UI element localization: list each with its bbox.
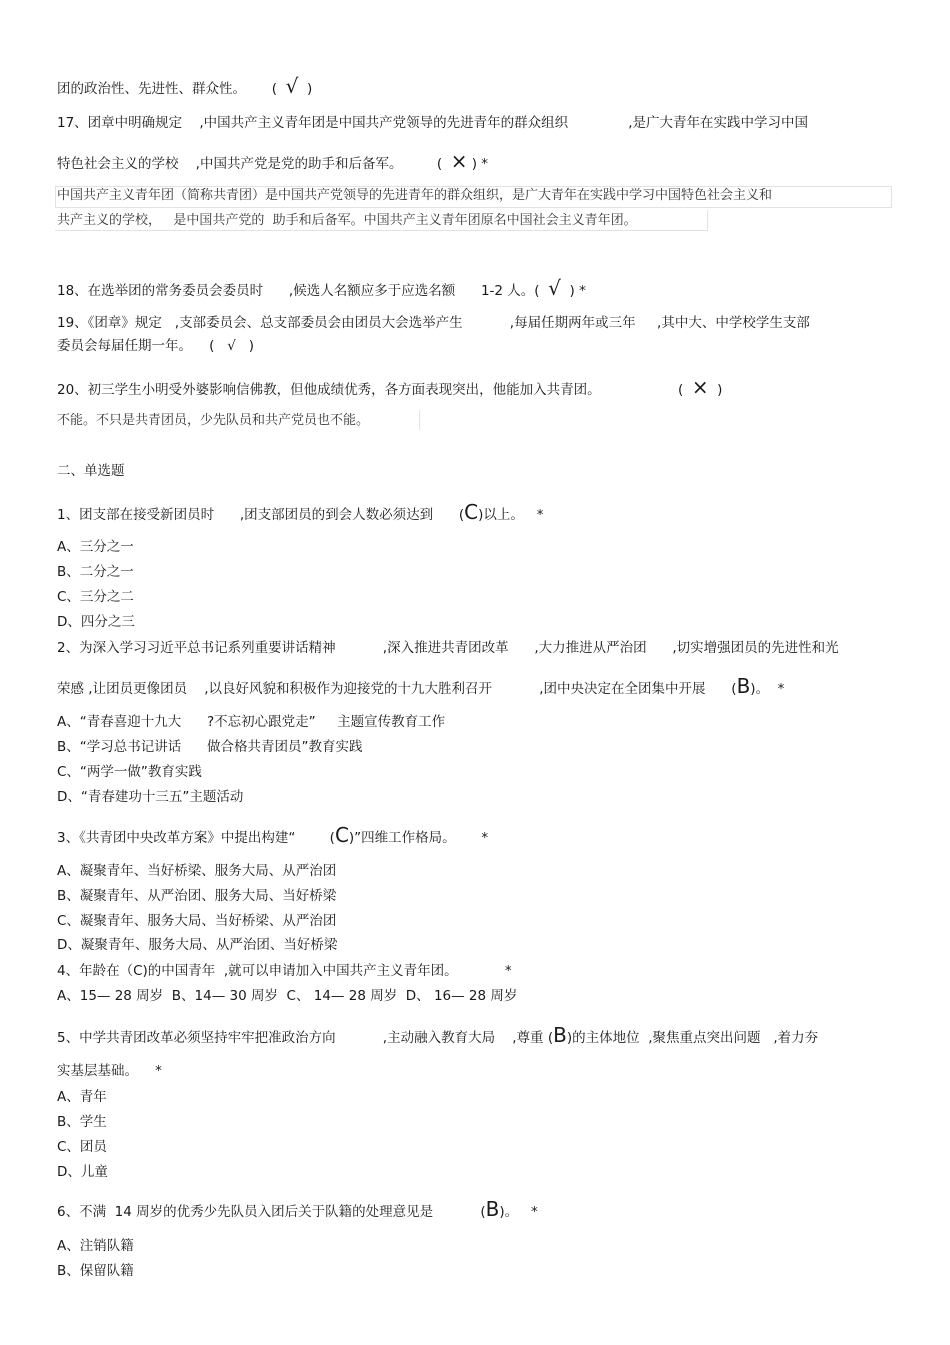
answer-letter: C [464, 500, 479, 524]
mc-q6-question: 6、不满 14 周岁的优秀少先队员入团后关于队籍的处理意见是 (B)。 * [57, 1197, 538, 1221]
tf-q19-line1: 19、《团章》规定 ,支部委员会、总支部委员会由团员大会选举产生 ,每届任期两年或三年 ,其中大、中学校学生支部 [57, 315, 810, 331]
mc-q4-options: A、15— 28 周岁 B、14— 30 周岁 C、 14— 28 周岁 D、 16— 28 周岁 [57, 988, 518, 1004]
option: D、凝聚青年、服务大局、从严治团、当好桥梁 [57, 937, 338, 953]
mc-q5-line2: 实基层基础。 * [57, 1063, 162, 1079]
tf-q17-line2: 特色社会主义的学校 ,中国共产党是党的助手和后备军。 ( × ) * [57, 149, 489, 173]
option: A、凝聚青年、当好桥梁、服务大局、从严治团 [57, 863, 337, 879]
option: A、注销队籍 [57, 1238, 134, 1254]
mc-q4-question: 4、年龄在（C)的中国青年 ,就可以申请加入中国共产主义青年团。 * [57, 963, 512, 979]
option: B、保留队籍 [57, 1263, 134, 1279]
tf-q19-line2: 委员会每届任期一年。 ( √ ) [57, 338, 255, 354]
mc-q2-line2: 荣感 ,让团员更像团员 ,以良好风貌和积极作为迎接党的十九大胜利召开 ,团中央决定在全团集中开展 (B)。 * [57, 674, 785, 698]
option: B、学生 [57, 1114, 107, 1130]
mc-q3-question: 3、《共青团中央改革方案》中提出构建“ (C)”四维工作格局。 * [57, 823, 489, 847]
cross-mark-icon: × [691, 375, 709, 399]
option: A、三分之一 [57, 539, 134, 555]
option: C、三分之二 [57, 589, 134, 605]
answer-letter: B [736, 674, 751, 698]
option: C、团员 [57, 1139, 107, 1155]
mc-q5-line1: 5、中学共青团改革必须坚持牢牢把准政治方向 ,主动融入教育大局 ,尊重 (B)的主体地位 ,聚焦重点突出问题 ,着力夯 [57, 1023, 819, 1047]
option: A、青年 [57, 1089, 107, 1105]
option: D、“青春建功十三五”主题活动 [57, 789, 244, 805]
option: C、“两学一做”教育实践 [57, 764, 202, 780]
option: B、凝聚青年、从严治团、服务大局、当好桥梁 [57, 888, 337, 904]
answer-letter: B [553, 1023, 567, 1047]
option: D、四分之三 [57, 614, 135, 630]
tf-q16-tail: 团的政治性、先进性、群众性。 ( √ ) [57, 74, 313, 98]
option: D、儿童 [57, 1164, 108, 1180]
option: C、凝聚青年、服务大局、当好桥梁、从严治团 [57, 913, 337, 929]
tf-q20-note: 不能。不只是共青团员，少先队员和共产党员也不能。 [57, 413, 370, 428]
section-title: 二、单选题 [57, 463, 125, 479]
option: B、二分之一 [57, 564, 134, 580]
mc-q2-line1: 2、为深入学习习近平总书记系列重要讲话精神 ,深入推进共青团改革 ,大力推进从严治团 ,切实增强团员的先进性和光 [57, 640, 839, 656]
tf-q18: 18、在选举团的常务委员会委员时 ,候选人名额应多于应选名额 1-2 人。( √ ) * [57, 276, 586, 300]
tf-q17-note-line2: 共产主义的学校， 是中国共产党的 助手和后备军。中国共产主义青年团原名中国社会主义青年团。 [57, 213, 637, 228]
option: A、“青春喜迎十九大 ?不忘初心跟党走” 主题宣传教育工作 [57, 714, 446, 730]
cross-mark-icon: × [450, 149, 468, 173]
check-mark-icon: √ [285, 74, 299, 98]
answer-letter: B [485, 1197, 500, 1221]
tf-q17-note-line1: 中国共产主义青年团（简称共青团）是中国共产党领导的先进青年的群众组织，是广大青年在实践中学习中国特色社会主义和 [57, 188, 773, 203]
tf-q17-line1: 17、团章中明确规定 ,中国共产主义青年团是中国共产党领导的先进青年的群众组织 ,是广大青年在实践中学习中国 [57, 115, 809, 131]
mc-q1-question: 1、团支部在接受新团员时 ,团支部团员的到会人数必须达到 (C)以上。 * [57, 500, 544, 524]
check-mark-icon: √ [548, 276, 561, 300]
answer-letter: C [334, 823, 349, 847]
option: B、“学习总书记讲话 做合格共青团员”教育实践 [57, 739, 363, 755]
tf-q20: 20、初三学生小明受外婆影响信佛教，但他成绩优秀，各方面表现突出，他能加入共青团。 ( × ) [57, 375, 723, 399]
